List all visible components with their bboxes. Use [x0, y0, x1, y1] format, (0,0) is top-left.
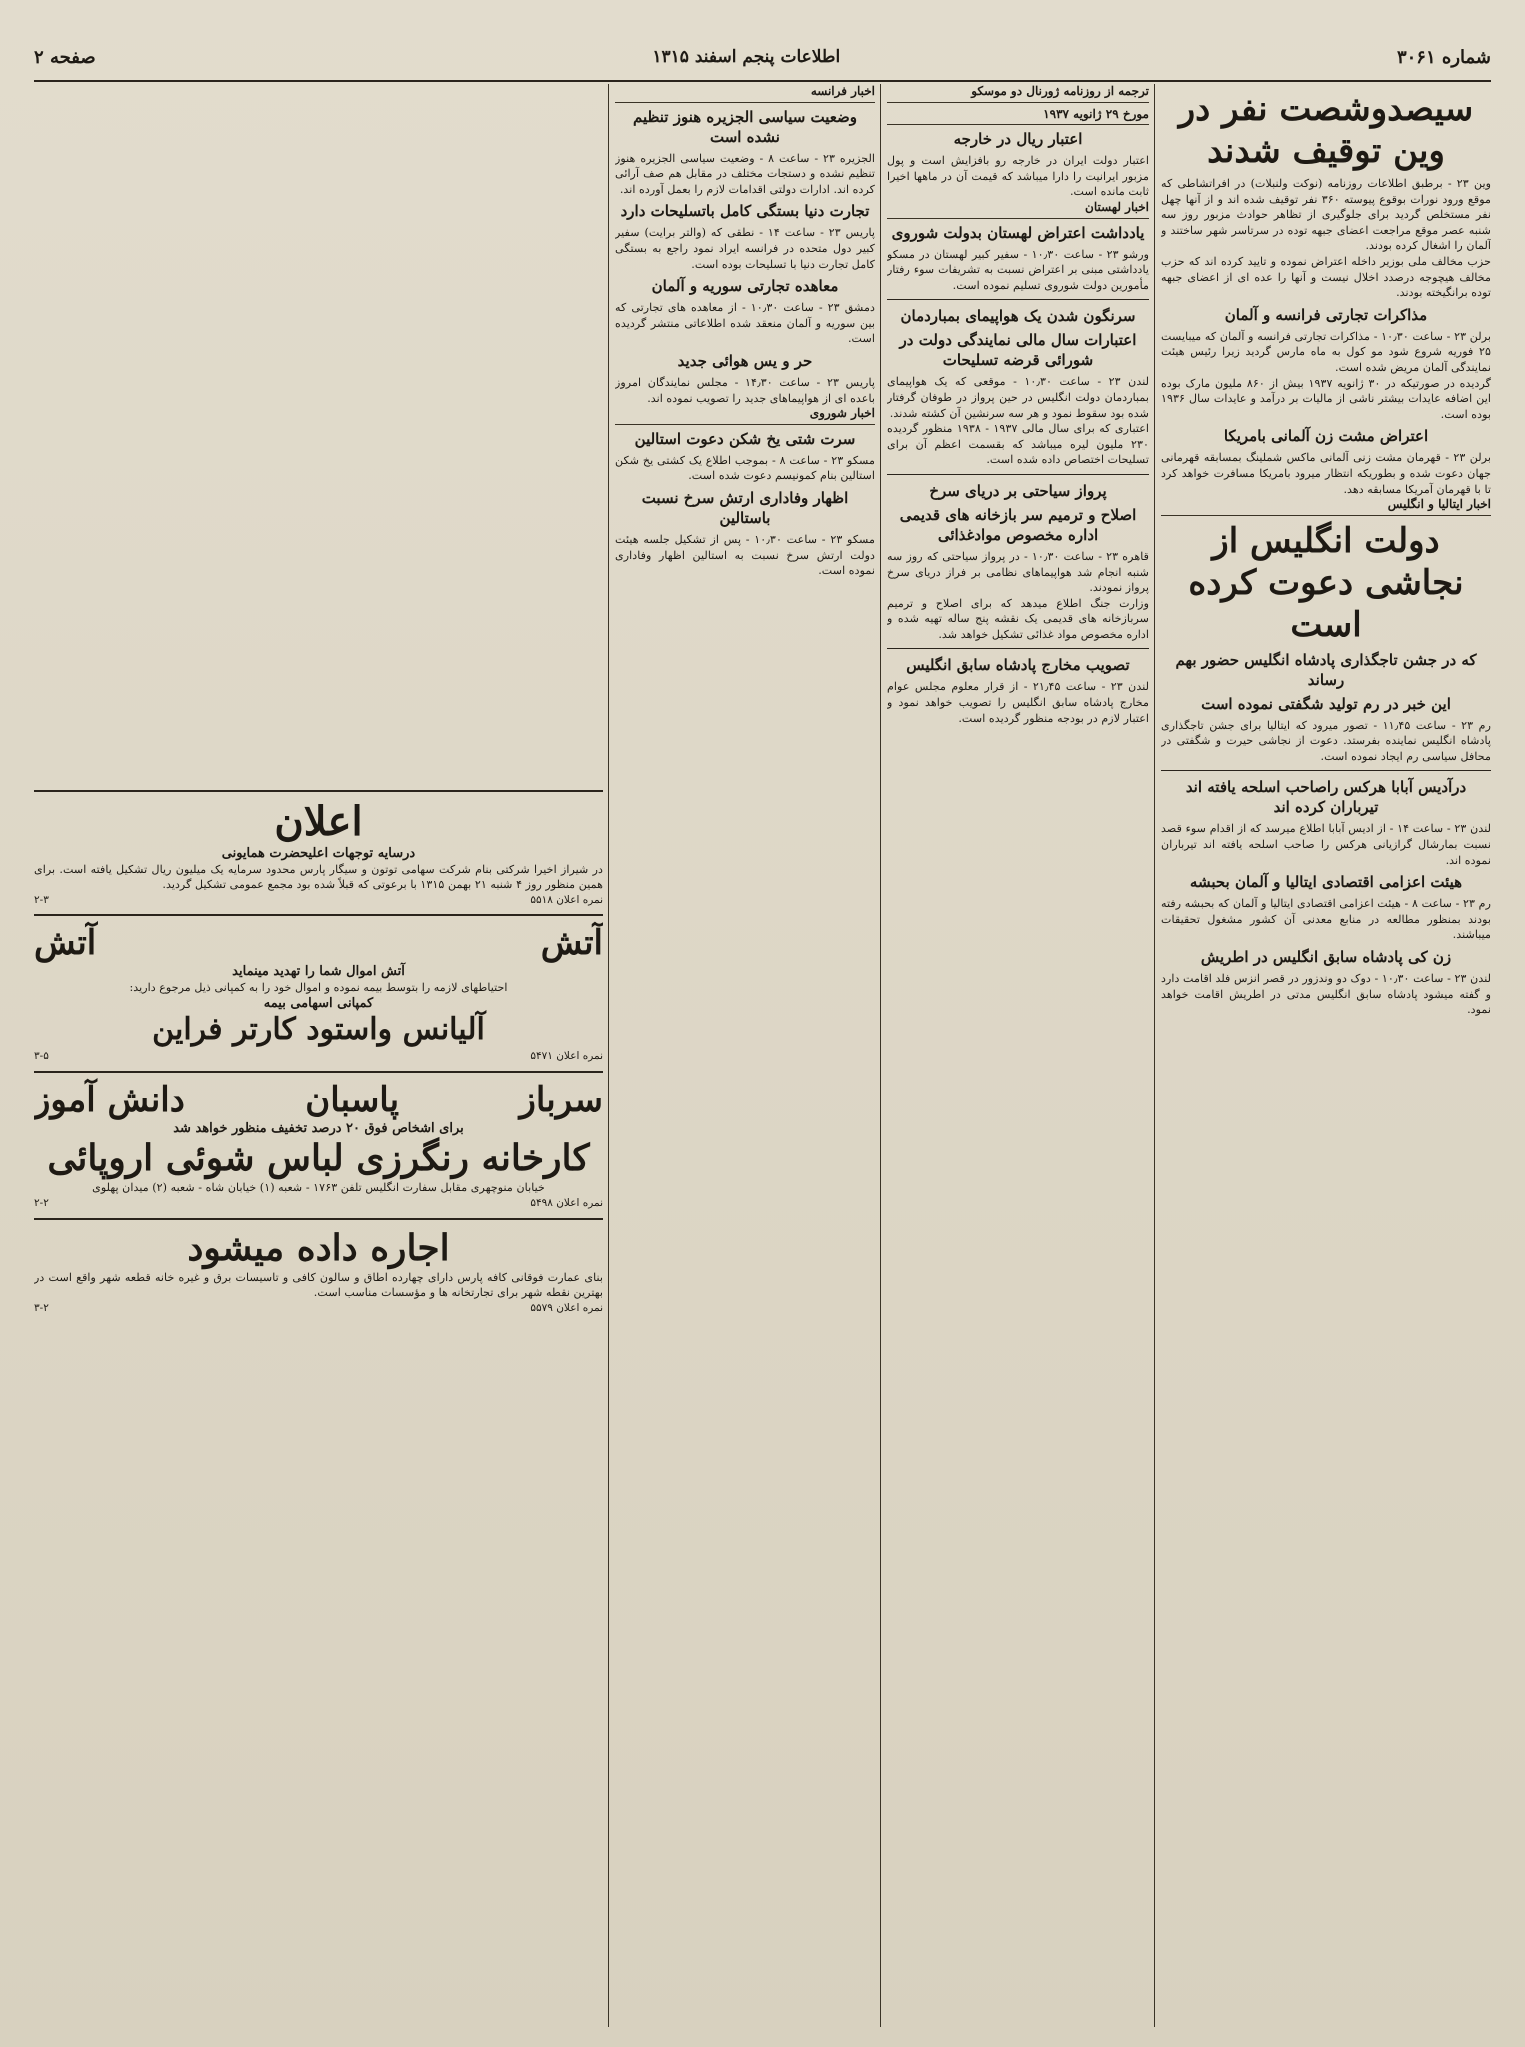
- headline-negus: دولت انگلیس از نجاشی دعوت کرده است: [1188, 520, 1464, 645]
- ad-company-name: آلیانس واستود کارتر فراین: [152, 1012, 485, 1048]
- column-divider: [1154, 84, 1155, 2027]
- subheadline: اظهار وفاداری ارتش سرخ نسبت باستالین: [641, 488, 849, 527]
- ad-title: اعلان: [274, 798, 363, 845]
- ad-number: نمره اعلان ۵۵۱۸: [530, 893, 603, 906]
- ad-word: دانش آموز: [34, 1079, 185, 1120]
- deck: این خبر در رم تولید شگفتی نموده است: [1201, 694, 1451, 713]
- article-paragraph: رم ۲۳ - ساعت ۸ - هیئت اعزامی اقتصادی ایتالیا و آلمان که بحبشه رفته بودند بمنظور مطالعه در منابع معدنی آن کشور مشغول تحقیقات میباشند.: [1161, 897, 1491, 942]
- section-kicker: اخبار فرانسه: [615, 84, 875, 103]
- article-paragraph: پاریس ۲۳ - ساعت ۱۴ - نطقی که (والتر برایت) سفیر کبیر دول متحده در فرانسه ایراد نمود راجع به بستگی کامل تجارت دنیا با تسلیحات بوده است.: [615, 226, 875, 271]
- divider: [887, 648, 1149, 649]
- column-1: [1161, 84, 1491, 2027]
- ad-word: آتش: [34, 923, 97, 964]
- ad-body: در شیراز اخیرا شرکتی بنام شرکت سهامی توتون و سیگار پارس محدود سرمایه یک میلیون ریال تشکیل یافته است. برای همین منظور روز ۴ شنبه ۲۱ بهمن ۱۳۱۵ با برعوتی که قبلاً شده بود مجمع عمومی تشکیل گردید.: [34, 862, 603, 892]
- ad-lead: آتش اموال شما را تهدید مینماید: [232, 964, 405, 980]
- article-paragraph: وین ۲۳ - برطبق اطلاعات روزنامه (نوکت ولنبلات) در افراتشاطی که موقع ورود نورات بوقوع پیوسته ۳۶۰ نفر توقیف شده اند و از آنها چهل نفر مستخلص گردید برای جلوگیری از تظاهر حوادث مزبور روز سه شنبه عصر موقع مراجعت اعضای جبهه توده در سرتاسر شهر ساختند و آلمان را اشغال کرده بودند.: [1161, 177, 1491, 253]
- article-paragraph: وزارت جنگ اطلاع میدهد که برای اصلاح و ترمیم سربازخانه های قدیمی یک نقشه پنج ساله تهیه شده و اداره مخصوص مواد غذائی تشکیل خواهد شد.: [887, 596, 1149, 641]
- subheadline: درآدیس آبابا هرکس راصاحب اسلحه یافته اند تیرباران کرده اند: [1185, 778, 1467, 817]
- article-paragraph: برلن ۲۳ - ساعت ۱۰٫۳۰ - مذاکرات تجارتی فرانسه و آلمان که میبایست ۲۵ فوریه شروع شود مو کول به ماه مارس گردید زیرا رئیس هیئت نمایندگی آلمان مریض شده است.: [1161, 329, 1491, 374]
- subheadline: هیئت اعزامی اقتصادی ایتالیا و آلمان بحبشه: [1189, 873, 1463, 892]
- ad-number: نمره اعلان ۵۴۷۱: [530, 1050, 603, 1063]
- article-paragraph: مسکو ۲۳ - ساعت ۸ - بموجب اطلاع یک کشتی یخ شکن استالین بنام کمونیسم دعوت شده است.: [615, 453, 875, 483]
- article-paragraph: لندن ۲۳ - ساعت ۱۰٫۳۰ - موقعی که یک هواپیمای بمباردمان دولت انگلیس در حین پرواز در طوفان گرفتار شده بود سقوط نمود و هر سه سرنشین آن کشته شدند.: [887, 375, 1149, 420]
- ad-code: ۲-۲: [34, 1196, 49, 1209]
- subheadline: سرنگون شدن یک هواپیمای بمباردمان: [900, 307, 1136, 326]
- ad-word: آتش: [540, 923, 603, 964]
- subheadline: پرواز سیاحتی بر دریای سرخ: [929, 481, 1107, 500]
- divider: [887, 474, 1149, 475]
- article-paragraph: رم ۲۳ - ساعت ۱۱٫۴۵ - تصور میرود که ایتالیا برای جشن تاجگذاری پادشاه انگلیس نماینده بفرستد. دعوت از نجاشی حیرت و شگفتی در محافل سیاسی رم ایجاد نموده است.: [1161, 718, 1491, 763]
- article-paragraph: برلن ۲۳ - قهرمان مشت زنی آلمانی ماکس شملینگ بمسابقه قهرمانی جهان دعوت شده و بطوریکه انتظار میرود بامریکا مسافرت خواهد کرد تا با قهرمان آمریکا مسابقه دهد.: [1161, 451, 1491, 496]
- subheadline: حر و یس هوائی جدید: [677, 351, 813, 370]
- subheadline: وضعیت سیاسی الجزیره هنوز تنظیم نشده است: [632, 107, 858, 146]
- deck: که در جشن تاجگذاری پادشاه انگلیس حضور بهم رساند: [1175, 650, 1477, 689]
- subheadline: اعتبارات سال مالی نمایندگی دولت در شورائی قرضه تسلیحات: [899, 331, 1137, 370]
- article-paragraph: لندن ۲۳ - ساعت ۲۱٫۴۵ - از قرار معلوم مجلس عوام مخارج پادشاه سابق انگلیس را تصویب خواهد نمود و اعتبار لازم در بودجه منظور گردیده است.: [887, 680, 1149, 725]
- article-paragraph: مسکو ۲۳ - ساعت ۱۰٫۳۰ - پس از تشکیل جلسه هیئت دولت ارتش سرخ نسبت به استالین اظهار وفاداری نموده است.: [615, 532, 875, 578]
- ad-number: نمره اعلان ۵۵۷۹: [530, 1301, 603, 1314]
- ad-lead: درسایه توجهات اعلیحضرت همایونی: [221, 846, 416, 861]
- article-paragraph: الجزیره ۲۳ - ساعت ۸ - وضعیت سیاسی الجزیره هنوز تنظیم نشده و دستجات مختلف در مقابل هم صف آرائی کرده اند. ادارات دولتی اقدامات لازم را بعمل آورده اند.: [615, 151, 875, 196]
- column-divider: [880, 84, 881, 2027]
- ad-dry-cleaning: [34, 1071, 603, 1212]
- ad-body: احتیاطهای لازمه را بتوسط بیمه نموده و اموال خود را به کمپانی ذیل مرجوع دارید:: [129, 980, 508, 994]
- ad-tobacco-company: [34, 790, 603, 908]
- columns: [34, 84, 1491, 2027]
- ad-word: پاسبان: [305, 1079, 400, 1120]
- column-4-ads: [34, 84, 603, 2027]
- masthead: [34, 40, 1491, 82]
- article-paragraph: اعتباری که برای سال مالی ۱۹۳۷ - ۱۹۳۸ منظور گردیده ۲۳۰ ملیون لیره میباشد که بقسمت اعظم آن برای تسلیحات اختصاص داده شده است.: [887, 422, 1149, 467]
- column-2: [887, 84, 1149, 2027]
- ad-for-rent: [34, 1218, 603, 1317]
- article-date: مورخ ۲۹ ژانویه ۱۹۳۷: [887, 107, 1149, 126]
- divider: [1161, 770, 1491, 771]
- section-kicker: اخبار شوروی: [615, 406, 875, 425]
- article-paragraph: پاریس ۲۳ - ساعت ۱۴٫۳۰ - مجلس نمایندگان امروز باعده ای از هواپیماهای جدید را تصویب نموده اند.: [615, 375, 875, 405]
- subheadline: اعتراض مشت زن آلمانی بامریکا: [1223, 427, 1429, 446]
- subheadline: سرت شتی یخ شکن دعوت استالین: [634, 429, 856, 448]
- article-paragraph: حزب مخالف ملی بوزیر داخله اعتراض نموده و تایید کرده اند که حزب مخالف هیچوجه درصدد اخلال نیست و آنها را عده ای از اعضای جبهه توده برانگیخته بودند.: [1161, 254, 1491, 300]
- ad-number: نمره اعلان ۵۴۹۸: [530, 1196, 603, 1209]
- divider: [887, 299, 1149, 300]
- subheadline: معاهده تجارتی سوریه و آلمان: [651, 277, 839, 296]
- article-paragraph: لندن ۲۳ - ساعت ۱۴ - از ادیس آبابا اطلاع میرسد که از اقدام سوء قصد نسبت بمارشال گرازیانی هرکس را صاحب اسلحه یافته اند تیرباران نموده اند.: [1161, 822, 1491, 867]
- ad-body: خیابان منوچهری مقابل سفارت انگلیس تلفن ۱۷۶۳ - شعبه (۱) خیابان شاه - شعبه (۲) میدان پهلوی: [92, 1181, 545, 1195]
- page-number: صفحه ۲: [34, 46, 96, 68]
- masthead-date: اطلاعات پنجم اسفند ۱۳۱۵: [652, 47, 841, 67]
- column-3: [615, 84, 875, 2027]
- spacer: [34, 84, 603, 784]
- ad-code: ۳-۲: [34, 1301, 49, 1314]
- subheadline: زن کی پادشاه سابق انگلیس در اطریش: [1200, 948, 1452, 967]
- ad-lead: برای اشخاص فوق ۲۰ درصد تخفیف منظور خواهد شد: [173, 1120, 464, 1136]
- subheadline: تجارت دنیا بستگی کامل باتسلیحات دارد: [620, 202, 870, 221]
- article-paragraph: قاهره ۲۳ - ساعت ۱۰٫۳۰ - در پرواز سیاحتی که روز سه شنبه انجام شد هواپیماهای نظامی بر فراز دریای سرخ پرواز نمودند.: [887, 549, 1149, 595]
- subheadline: یادداشت اعتراض لهستان بدولت شوروی: [891, 223, 1145, 242]
- ad-heading-row: [34, 922, 603, 964]
- ad-body: بنای عمارت فوقانی کافه پارس دارای چهارده اطاق و سالون کافی و تاسیسات برق و غیره خانه قطعه شهر واقع است در بهترین نقطه شهر برای تجارتخانه ها و مؤسسات مناسب است.: [34, 1270, 603, 1300]
- section-kicker: ترجمه از روزنامه ژورنال دو موسکو: [887, 84, 1149, 103]
- ad-company: کمپانی اسهامی بیمه: [263, 995, 374, 1011]
- article-paragraph: لندن ۲۳ - ساعت ۱۰٫۳۰ - دوک دو وندزور در قصر انزس فلد اقامت دارد و گفته میشود پادشاه سابق انگلیس مدتی در اطریش اقامت خواهد نمود.: [1161, 972, 1491, 1017]
- ad-footer: [34, 893, 603, 909]
- ad-fire-insurance: [34, 914, 603, 1064]
- ad-footer: [34, 1196, 603, 1212]
- article-paragraph: دمشق ۲۳ - ساعت ۱۰٫۳۰ - از معاهده های تجارتی که بین سوریه و آلمان منعقد شده اطلاعاتی منتشر گردیده است.: [615, 301, 875, 346]
- subheadline: اعتبار ریال در خارجه: [953, 130, 1083, 149]
- ad-word: سرباز: [519, 1079, 603, 1120]
- column-divider: [608, 84, 609, 2027]
- ad-code: ۲-۳: [34, 893, 49, 906]
- ad-title: کارخانه رنگرزی لباس شوئی اروپائی: [47, 1137, 590, 1180]
- ad-footer: [34, 1301, 603, 1317]
- ad-heading-row: [34, 1079, 603, 1121]
- ad-footer: [34, 1049, 603, 1065]
- subheadline: تصویب مخارج پادشاه سابق انگلیس: [906, 656, 1130, 675]
- article-paragraph: ورشو ۲۳ - ساعت ۱۰٫۳۰ - سفیر کبیر لهستان در مسکو یادداشتی مبنی بر اعتراض نسبت به تشریفات سوء رفتار مأمورین دولت شوروی تسلیم نموده است.: [887, 247, 1149, 292]
- article-paragraph: گردیده در صورتیکه در ۳۰ ژانویه ۱۹۳۷ بیش از ۸۶۰ ملیون مارک بوده این اضافه عایدات بیشتر ناشی از مالیات بر درآمد و عایدات سال ۱۹۳۶ بوده است.: [1161, 376, 1491, 421]
- ad-code: ۳-۵: [34, 1050, 49, 1063]
- article-paragraph: اعتبار دولت ایران در خارجه رو بافزایش است و پول مزبور ایرانیت را دارا میباشد که قیمت آن در ماهها اخیرا ثابت مانده است.: [887, 154, 1149, 199]
- headline-arrests: سیصدوشصت نفر در وین توقیف شدند: [1178, 89, 1474, 171]
- issue-number: شماره ۳۰۶۱: [1396, 46, 1491, 68]
- subheadline: اصلاح و ترمیم سر بازخانه های قدیمی اداره مخصوص موادغذائی: [899, 505, 1137, 544]
- ad-title: اجاره داده میشود: [187, 1226, 450, 1269]
- subheadline: مذاکرات تجارتی فرانسه و آلمان: [1224, 305, 1428, 324]
- section-kicker: اخبار لهستان: [887, 200, 1149, 219]
- section-kicker: اخبار ایتالیا و انگلیس: [1161, 497, 1491, 516]
